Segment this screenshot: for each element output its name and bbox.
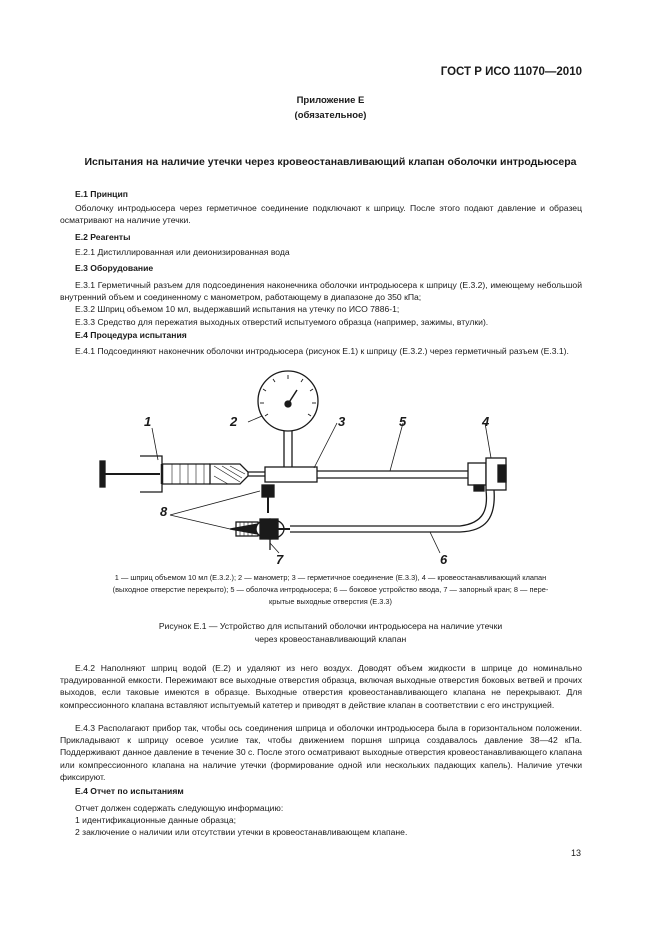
appendix-subtitle: (обязательное)	[294, 110, 367, 121]
page-number: 13	[570, 848, 581, 858]
paragraph-e4-2	[60, 662, 582, 711]
heading-report: Е.4 Отчет по испытаниям	[75, 786, 184, 796]
paragraph-e1	[60, 202, 582, 226]
e2-item1: Е.2.1 Дистиллированная или деионизированная вода	[75, 247, 290, 257]
paragraph-e2	[60, 246, 582, 258]
paragraph-e4-1	[60, 345, 582, 357]
report-item1: 1 идентификационные данные образца;	[75, 815, 237, 826]
stopcock	[260, 519, 278, 539]
legend-line-1: 1 — шприц объемом 10 мл (Е.3.2.); 2 — манометр; 3 — герметичное соединение (Е.3.3), 4 — кровеостанавливающий клапан	[114, 573, 547, 582]
report-intro: Отчет должен содержать следующую информацию:	[75, 803, 284, 813]
e3-item2: Е.3.2 Шприц объемом 10 мл, выдержавший испытания на утечку по ИСО 7886-1;	[75, 304, 400, 315]
label-7: 7	[276, 552, 284, 567]
paragraph-e3	[60, 279, 582, 328]
e1-text: Оболочку интродьюсера через герметичное соединение подключают к шприцу. После этого подают давление и образец осматривают на наличие утечки.	[60, 203, 582, 226]
e3-item1: Е.3.1 Герметичный разъем для подсоединения наконечника оболочки интродьюсера к шприцу (Е.3.2), имеющему небольшой внутренний объем и соединенному с манометром, работающему в диапазоне до 350 кПа;	[60, 280, 582, 303]
standard-number: ГОСТ Р ИСО 11070—2010	[440, 66, 582, 78]
label-8: 8	[160, 504, 168, 519]
e4-item2: Е.4.2 Наполняют шприц водой (Е.2) и удаляют из него воздух. Доводят объем жидкости в шприце до номинально традуированной емкости. Пережимают все выходные отверстия образца, включая выходные отверстия боковых ветвей и прочих выходов, если таковые имеются в образце. Выходные отверстия кровеостанавливающего клапана не перекрывают. Для компрессионного клапана вставляют испытуемый катетер и приводят в действие клапан в соответствии с его инструкцией.	[60, 663, 582, 710]
label-6: 6	[440, 552, 448, 567]
valve-cap	[468, 463, 486, 485]
heading-e2: Е.2 Реагенты	[75, 232, 131, 242]
label-2: 2	[230, 414, 238, 429]
heading-e4: Е.4 Процедура испытания	[75, 330, 187, 340]
heading-e3: Е.3 Оборудование	[75, 263, 154, 273]
paragraph-report	[60, 802, 582, 839]
report-item2: 2 заключение о наличии или отсутствии утечки в кровеостанавливающем клапане.	[75, 827, 408, 838]
label-3: 3	[338, 414, 346, 429]
appendix-title: Приложение Е	[296, 95, 365, 106]
legend-line-2: (выходное отверстие перекрыто); 5 — оболочка интродьюсера; 6 — боковое устройство ввода, 7 — запорный кран; 8 — пере-	[112, 585, 549, 594]
side-port-tube	[290, 490, 487, 526]
plunger-handle	[100, 461, 105, 487]
caption-line-1: Рисунок Е.1 — Устройство для испытаний оболочки интродьюсера на наличие утечки	[158, 621, 503, 631]
e4-item1: Е.4.1 Подсоединяют наконечник оболочки интродьюсера (рисунок Е.1) к шприцу (Е.3.2.) через герметичный разъем (Е.3.1).	[75, 346, 569, 356]
test-device-figure	[90, 368, 550, 578]
e4-item3: Е.4.3 Располагают прибор так, чтобы ось соединения шприца и оболочки интродьюсера была в горизонтальном положении. Прикладывают к шприцу осевое усилие так, чтобы движением поршня шприца создавалось давление 38—42 кПа. Поддерживают данное давление в течение 30 с. После этого осматривают выходные отверстия кровеостанавливающего клапана или компрессионного клапана на наличие утечки (формирование одной или нескольких падающих капель). Наличие утечки фиксируют.	[60, 723, 582, 782]
outlet-plug-top	[262, 485, 274, 497]
appendix-heading	[0, 93, 661, 123]
caption-line-2: через кровеостанавливающий клапан	[254, 634, 407, 644]
figure-caption	[0, 620, 661, 646]
tight-connector	[265, 467, 317, 482]
label-1: 1	[144, 414, 152, 429]
label-4: 4	[482, 414, 490, 429]
syringe-barrel-bottom	[140, 484, 210, 492]
figure-legend	[60, 572, 601, 608]
paragraph-e4-3	[60, 722, 582, 783]
e3-item3: Е.3.3 Средство для пережатия выходных отверстий испытуемого образца (например, зажимы, втулки).	[75, 316, 489, 327]
section-title: Испытания на наличие утечки через кровеостанавливающий клапан оболочки интродьюсера	[84, 156, 577, 168]
legend-line-3: крытые выходные отверстия (Е.3.3)	[268, 597, 393, 606]
label-5: 5	[399, 414, 407, 429]
heading-e1: Е.1 Принцип	[75, 189, 128, 199]
syringe-barrel-top	[140, 456, 210, 464]
